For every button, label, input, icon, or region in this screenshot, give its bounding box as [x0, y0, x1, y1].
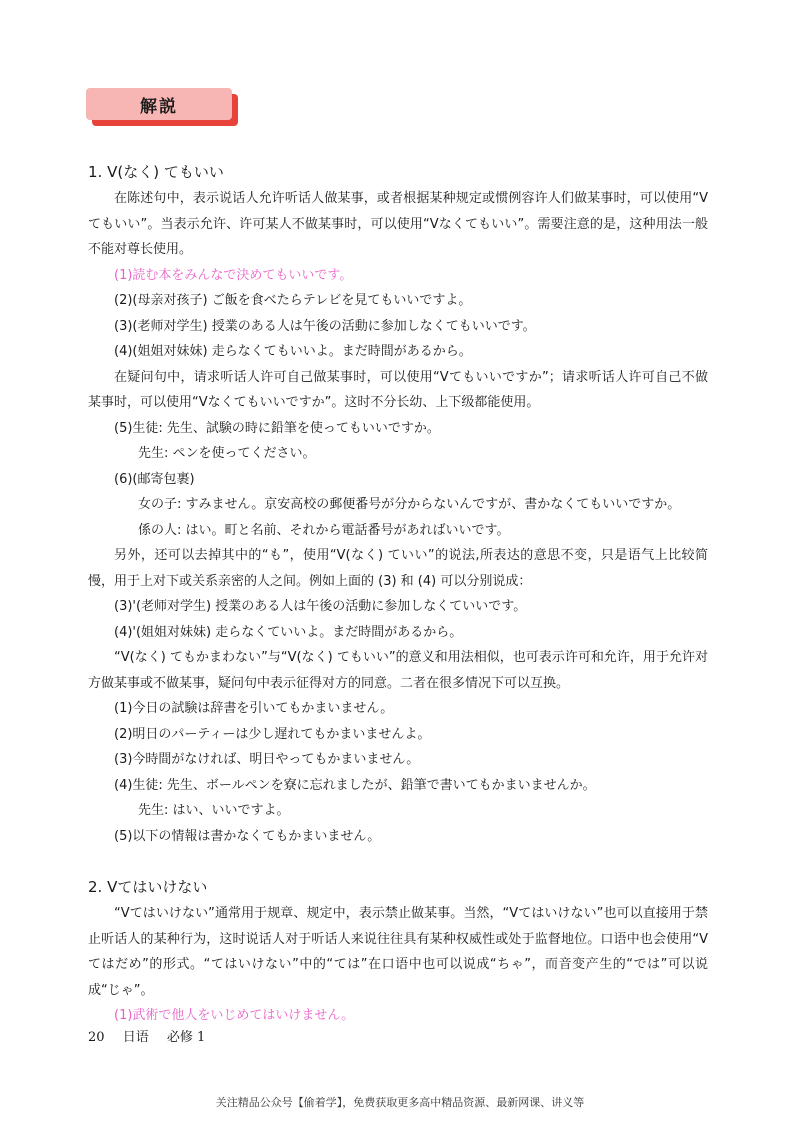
section-2-example-1: (1)武術で他人をいじめてはいけません。 [114, 1008, 355, 1023]
example-1: (1)読む本をみんなで決めてもいいです。 [114, 267, 353, 283]
section-1-paragraph-2: 在疑问句中，请求听话人许可自己做某事时，可以使用“Vてもいいですか”；请求听话人许可自己不做某事时，可以使用“Vなくてもいいですか”。这时不分长幼、上下级都能使用。 [88, 369, 708, 410]
kamawanai-example-4-student: (4)生徒: 先生、ボールペンを寮に忘れましたが、鉛筆で書いてもかまいませんか。 [114, 777, 596, 793]
section-1-paragraph-4: “V(なく) てもかまわない”与“V(なく) てもいい”的意义和用法相似，也可表示许可和允许，用于允许对方做某事或不做某事，疑问句中表示征得对方的同意。二者在很多情况下可以互换。 [88, 650, 708, 691]
example-4: (4)(姐姐对妹妹) 走らなくてもいいよ。まだ時間があるから。 [114, 344, 472, 359]
page-number: 20 [88, 1030, 105, 1045]
section-badge [86, 88, 244, 128]
kamawanai-example-2: (2)明日のパーティーは少し遅れてもかまいませんよ。 [114, 726, 431, 742]
kamawanai-example-4-teacher: 先生: はい、いいですよ。 [138, 803, 290, 818]
example-4-prime: (4)'(姐姐对妹妹) 走らなくていいよ。まだ時間があるから。 [114, 624, 463, 640]
main-content [88, 160, 708, 1029]
section-2-paragraph-1: “Vてはいけない”通常用于规章、规定中，表示禁止做某事。当然，“Vてはいけない”也可以直接用于禁止听话人的某种行为，这时说话人对于听话人来说往往具有某种权威性或处于监督地位。口语中也会使用“Vてはだめ”的形式。“てはいけない”中的“ては”在口语中也可以说成“ちゃ”，而音变产生的“では”可以说成“じゃ”。 [88, 906, 708, 998]
section-1-paragraph-3: 另外，还可以去掉其中的“も”，使用“V(なく) ていい”的说法,所表达的意思不变，只是语气上比较简慢，用于上对下或关系亲密的人之间。例如上面的 (3) 和 (4) 可以分别说成： [88, 548, 708, 589]
kamawanai-example-1: (1)今日の試験は辞書を引いてもかまいません。 [114, 701, 394, 716]
book-volume: 必修 1 [166, 1030, 206, 1045]
section-1-paragraph-1: 在陈述句中，表示说话人允许听话人做某事，或者根据某种规定或惯例容许人们做某事时，可以使用“Vてもいい”。当表示允许、许可某人不做某事时，可以使用“Vなくてもいい”。需要注意的是，这种用法一般不能对尊长使用。 [88, 191, 708, 257]
watermark-text: 关注精品公众号【偷着学】，免费获取更多高中精品资源、最新网课、讲义等 [215, 1096, 585, 1109]
badge-label: 解説 [86, 88, 232, 120]
section-2-heading: 2. Vてはいけない [88, 878, 208, 896]
example-3: (3)(老师对学生) 授業のある人は午後の活動に参加しなくてもいいです。 [114, 318, 536, 334]
kamawanai-example-3: (3)今時間がなければ、明日やってもかまいません。 [114, 752, 420, 767]
example-5-student: (5)生徒: 先生、試験の時に鉛筆を使ってもいいですか。 [114, 420, 440, 436]
example-5-teacher: 先生: ペンを使ってください。 [138, 446, 316, 461]
book-subject: 日语 [122, 1030, 149, 1045]
example-3-prime: (3)'(老师对学生) 授業のある人は午後の活動に参加しなくていいです。 [114, 599, 527, 614]
example-6-clerk: 係の人: はい。町と名前、それから電話番号があればいいです。 [138, 522, 510, 538]
kamawanai-example-5: (5)以下の情報は書かなくてもかまいません。 [114, 828, 381, 844]
example-2: (2)(母亲对孩子) ご飯を食べたらテレビを見てもいいですよ。 [114, 293, 472, 308]
section-1-heading: 1. V(なく) てもいい [88, 163, 224, 181]
page-footer [88, 1026, 219, 1045]
example-6: (6)(邮寄包裹) [114, 471, 195, 487]
example-6-girl: 女の子: すみません。京安高校の郵便番号が分からないんですが、書かなくてもいいですか。 [138, 497, 681, 512]
